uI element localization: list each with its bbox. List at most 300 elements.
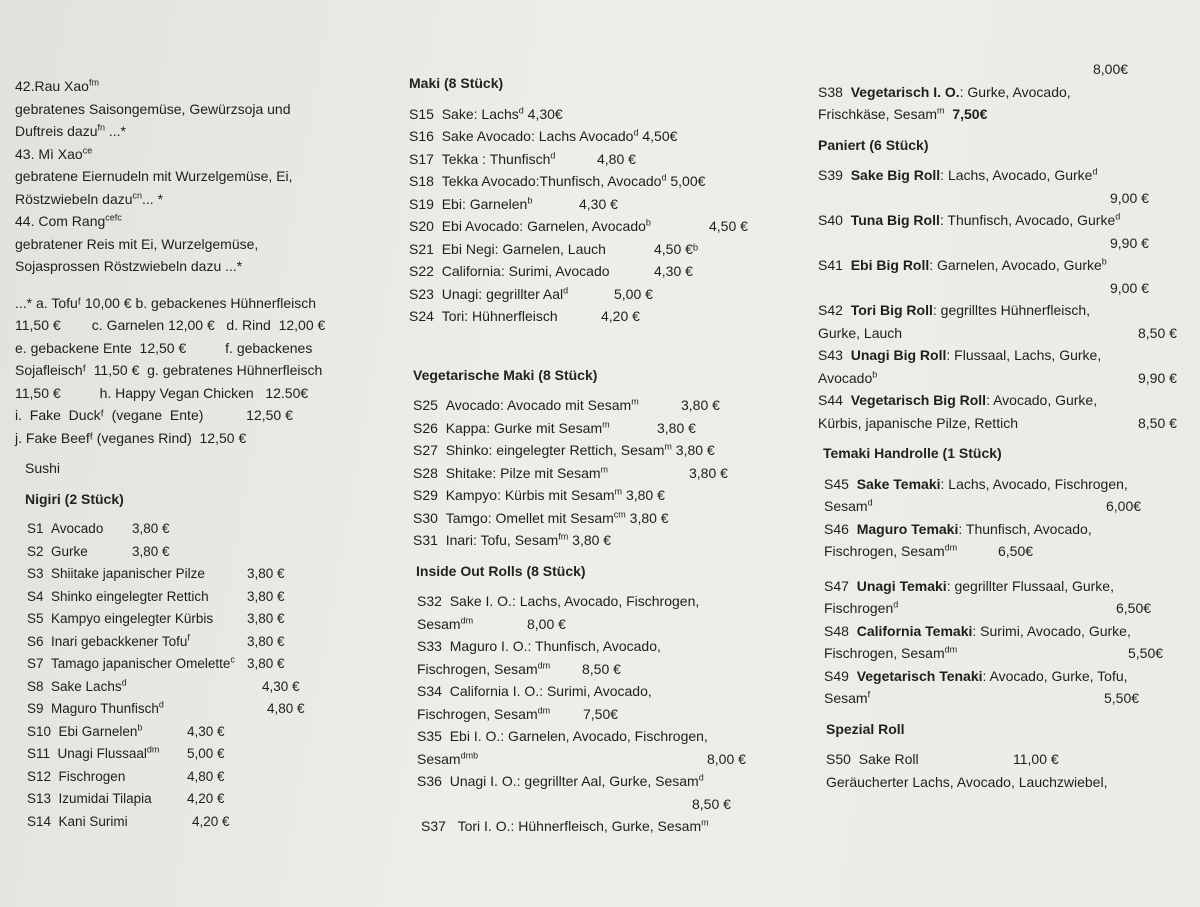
item-name: Tori I. O.	[457, 818, 511, 834]
menu-item-S39	[818, 164, 1188, 209]
item-code: S43	[818, 347, 843, 363]
item-code: S15	[409, 105, 434, 122]
item-code: S17	[409, 150, 434, 167]
dish-desc-tail: ...*	[105, 123, 127, 139]
item-name: Avocado	[51, 521, 104, 536]
item-price: 6,50€	[998, 543, 1034, 559]
item-desc: : Thunfisch, Avocado,	[958, 520, 1092, 537]
item-price: 8,00 €	[707, 750, 746, 767]
item-price: 7,50€	[583, 705, 619, 722]
dish-desc: gebratenes Saisongemüse, Gewürzsoja und	[15, 100, 291, 117]
vmaki-list	[409, 394, 779, 552]
menu-item-S25	[413, 394, 779, 417]
item-name: Izumidai Tilapia	[58, 791, 152, 806]
item-line	[818, 209, 1188, 232]
item-code: S22	[409, 263, 434, 279]
item-name: Unagi Temaki	[856, 577, 947, 594]
item-code: S24	[409, 308, 434, 324]
item-price: 4,20 €	[192, 813, 230, 829]
item-code: S48	[824, 622, 849, 639]
item-name: Sake	[441, 105, 474, 122]
item-name: Vegetarisch I. O.	[850, 83, 960, 100]
item-price: 3,80 €	[625, 487, 665, 503]
item-desc: : gegrillter Flussaal, Gurke,	[946, 577, 1114, 594]
item-name: Maguro Thunfisch	[51, 701, 159, 716]
item-line	[818, 232, 1188, 255]
item-code: S19	[409, 195, 434, 212]
item-code: S12	[27, 768, 52, 784]
item-desc: : Pilze mit Sesam	[492, 464, 601, 481]
menu-item-S50	[818, 748, 1188, 793]
item-code: S30	[413, 509, 438, 526]
menu-item-S49	[824, 665, 1188, 710]
item-code: S6	[27, 633, 44, 649]
allergen-sup: d	[518, 104, 524, 115]
item-desc: Geräucherter Lachs, Avocado, Lauchzwiebel,	[826, 773, 1108, 790]
item-code: S39	[818, 167, 843, 183]
menu-item-S47	[824, 575, 1188, 620]
nigiri-heading: Nigiri (2 Stück)	[25, 490, 124, 507]
item-name: Ebi Negi	[441, 240, 495, 257]
item-code: S36	[417, 773, 442, 789]
item-code: S32	[417, 593, 442, 609]
menu-item-S35	[417, 725, 779, 770]
menu-item-S40	[818, 209, 1188, 254]
item-price: 8,50 €	[1138, 414, 1177, 431]
dish-desc-tail: ... *	[142, 190, 164, 207]
menu-item-S4	[27, 586, 385, 609]
item-name: California Temaki	[856, 622, 973, 639]
menu-item-S37	[409, 815, 779, 838]
item-desc: : Gurke mit Sesam	[486, 419, 603, 436]
dish-desc: gebratene Eiernudeln mit Wurzelgemüse, Ei,	[15, 168, 293, 184]
item-code: S1	[27, 521, 44, 536]
item-line	[417, 793, 779, 816]
menu-item-S19	[409, 193, 779, 216]
item-price: 3,80 €	[657, 419, 696, 436]
item-name: Tekka Avocado	[441, 173, 536, 189]
item-desc: Sesam	[824, 498, 868, 514]
item-price: 9,90 €	[1110, 234, 1149, 251]
menu-item-S46	[824, 518, 1188, 575]
item-code: S4	[27, 588, 44, 604]
item-line	[824, 473, 1188, 496]
allergen-sup: d	[550, 149, 556, 160]
item-desc: : Lachs	[473, 105, 519, 122]
allergen-sup: m	[600, 463, 609, 474]
item-desc: : Surimi, Avocado, Gurke,	[972, 622, 1131, 639]
item-desc: Fischrogen, Sesam	[824, 645, 945, 661]
dish-desc: Sojasprossen Röstzwiebeln dazu ...*	[15, 258, 243, 274]
menu-item-S2	[27, 541, 385, 564]
allergen-sup: fm	[88, 77, 99, 88]
item-code: S41	[818, 257, 843, 273]
item-name: Unagi Big Roll	[850, 347, 947, 363]
allergen-sup: b	[527, 194, 533, 205]
item-code: S46	[824, 520, 849, 537]
item-name: Ebi Garnelen	[58, 723, 138, 739]
item-desc: Fischrogen, Sesam	[824, 543, 945, 559]
item-name: Vegetarisch Big Roll	[850, 392, 987, 408]
item-line	[818, 187, 1188, 210]
item-desc: : Lachs Avocado	[530, 128, 634, 144]
item-code: S47	[824, 577, 849, 594]
item-code: S20	[409, 218, 434, 234]
menu-item-S31	[413, 529, 779, 552]
item-desc: Gurke, Lauch	[818, 324, 903, 341]
option-line: ...* a. Tofuᶠ 10,00 € b. gebackenes Hühnerfleisch	[15, 294, 317, 311]
menu-item-S18	[409, 170, 779, 193]
menu-item-S15	[409, 103, 779, 126]
allergen-sup: d	[1092, 166, 1098, 177]
menu-item-S33	[417, 635, 779, 680]
item-name: Tori Big Roll	[850, 302, 933, 318]
item-price: 8,00€	[1093, 61, 1129, 77]
item-desc: : Tofu, Sesam	[472, 532, 559, 548]
item-code: S29	[413, 487, 438, 503]
item-code: S2	[27, 543, 44, 559]
item-name: Tamago japanischer Omelette	[51, 656, 231, 671]
item-name: Unagi	[441, 285, 479, 302]
item-line	[818, 322, 1188, 345]
allergen-sup: b	[645, 217, 651, 228]
menu-item-S20	[409, 215, 779, 238]
allergen-sup: b	[1101, 256, 1107, 267]
allergen-sup: d	[158, 699, 164, 710]
item-line	[818, 277, 1188, 300]
allergen-sup: d	[633, 127, 639, 138]
item-price: 3,80 €	[681, 397, 720, 413]
item-name: Maguro Temaki	[856, 520, 959, 537]
menu-item-S43	[818, 344, 1188, 389]
item-price: 4,50 €ᵇ	[654, 240, 699, 257]
item-name: Shinko	[445, 442, 489, 458]
item-price: 4,30 €	[262, 678, 300, 694]
item-code: S40	[818, 212, 843, 228]
item-name: Ebi I. O.	[449, 728, 501, 744]
item-name: Sake Roll	[858, 751, 919, 767]
allergen-sup: b	[872, 368, 878, 379]
item-price: 4,20 €	[187, 791, 225, 806]
item-line	[417, 725, 779, 748]
item-price: 4,80 €	[267, 701, 305, 716]
menu-item-S41	[818, 254, 1188, 299]
item-line	[417, 590, 779, 613]
allergen-sup: dm	[537, 659, 551, 670]
option-line: e. gebackene Ente 12,50 € f. gebackenes	[15, 339, 313, 356]
item-code: S23	[409, 285, 434, 302]
allergen-sup: cm	[613, 508, 626, 519]
item-name: Sake Lachs	[51, 678, 122, 694]
item-line	[818, 344, 1188, 367]
item-desc: : Gurke, Avocado,	[959, 83, 1071, 100]
item-name: Sake Temaki	[856, 475, 941, 492]
dish-desc: Röstzwiebeln dazu	[15, 190, 133, 207]
item-desc: Kürbis, japanische Pilze, Rettich	[818, 414, 1018, 431]
item-code: S18	[409, 173, 434, 189]
item-price: 4,80 €	[597, 150, 636, 167]
item-desc: : Lachs, Avocado, Fischrogen,	[940, 475, 1128, 492]
item-price: 3,80 €	[675, 442, 715, 458]
item-desc: : Avocado mit Sesam	[499, 397, 632, 413]
item-line	[417, 680, 779, 703]
item-price: 3,80 €	[132, 543, 170, 559]
item-code: S33	[417, 638, 442, 654]
item-name: California I. O.	[449, 683, 540, 699]
item-price: 11,00 €	[1013, 751, 1059, 767]
item-desc: Avocado	[818, 369, 873, 386]
menu-item-S28	[413, 462, 779, 485]
dish-title: 42.Rau Xao	[15, 78, 89, 94]
item-name: Kani Surimi	[58, 813, 128, 829]
inside-out-heading: Inside Out Rolls (8 Stück)	[416, 562, 586, 579]
item-name: Ebi Avocado	[441, 218, 520, 234]
item-name: Unagi Flussaal	[57, 746, 147, 761]
item-desc: Sesam	[417, 615, 461, 632]
allergen-sup: d	[121, 677, 127, 687]
dish-desc: Duftreis dazu	[15, 123, 98, 139]
item-line	[824, 642, 1188, 665]
item-desc: : gegrilltes Hühnerfleisch,	[932, 302, 1091, 318]
item-price: 4,30€	[527, 105, 563, 122]
item-desc: : Thunfisch, Avocado, Gurke	[939, 212, 1116, 228]
item-line	[818, 254, 1188, 277]
topping-options	[15, 292, 385, 450]
item-code: S38	[818, 83, 843, 100]
dish-42	[15, 75, 385, 143]
allergen-sup: cn	[132, 189, 143, 200]
item-price: 8,00 €	[527, 615, 566, 632]
item-code: S35	[417, 728, 442, 744]
item-line	[417, 658, 779, 681]
option-line: Sojafleischᶠ 11,50 € g. gebratenes Hühnerfleisch	[15, 362, 323, 378]
allergen-sup: dm	[537, 704, 551, 715]
item-code: S16	[409, 128, 434, 144]
item-name: Avocado	[445, 397, 500, 413]
item-name: Inari gebackkener Tofu	[51, 633, 188, 649]
item-line	[824, 518, 1188, 541]
menu-item-S7	[27, 653, 385, 676]
item-name: Kampyo eingelegter Kürbis	[51, 611, 214, 626]
item-code: S3	[27, 566, 44, 581]
item-price: 4,30 €	[654, 263, 693, 279]
item-name: Sake Big Roll	[850, 167, 941, 183]
item-line	[824, 495, 1188, 518]
menu-item-S8	[27, 676, 385, 699]
item-price: 7,50€	[952, 106, 988, 122]
item-name: Sake Avocado	[441, 128, 531, 144]
item-name: Shitake	[445, 464, 493, 481]
allergen-sup: m	[631, 396, 639, 407]
menu-item-S9	[27, 698, 385, 721]
item-price: 3,80 €	[572, 532, 612, 548]
item-name: Shiitake japanischer Pilze	[51, 566, 205, 581]
option-line: j. Fake Beefᶠ (veganes Rind) 12,50 €	[15, 429, 247, 446]
temaki-list	[818, 473, 1188, 710]
menu-item-S22	[409, 260, 779, 283]
menu-item-S45	[824, 473, 1188, 518]
menu-item-S12	[27, 766, 385, 789]
allergen-sup: d	[867, 497, 873, 508]
allergen-sup: dm	[944, 644, 958, 655]
item-line	[818, 389, 1188, 412]
item-price: 3,80 €	[247, 611, 285, 626]
menu-item-S42	[818, 299, 1188, 344]
item-desc: : Hühnerfleisch	[464, 308, 558, 324]
item-line	[417, 613, 779, 636]
item-price: 3,80 €	[247, 633, 285, 649]
item-desc: : Garnelen, Avocado, Gurke	[929, 257, 1102, 273]
allergen-sup: d	[698, 772, 704, 783]
item-code: S45	[824, 475, 849, 492]
item-price: 4,30 €	[187, 723, 225, 739]
item-price: 3,80 €	[629, 509, 669, 526]
item-code: S44	[818, 392, 843, 408]
menu-item-S10	[27, 721, 385, 744]
item-price: 9,00 €	[1110, 189, 1149, 206]
menu-column-2	[409, 72, 779, 838]
temaki-heading: Temaki Handrolle (1 Stück)	[823, 445, 1002, 461]
item-code: S27	[413, 442, 438, 458]
item-price: 5,50€	[1128, 645, 1164, 661]
allergen-sup: d	[1115, 211, 1121, 222]
item-price: 9,00 €	[1110, 279, 1149, 296]
item-price: 6,00€	[1106, 498, 1142, 514]
allergen-sup: dm	[146, 744, 160, 755]
inside-out-list	[409, 590, 779, 815]
item-desc: : Garnelen	[461, 195, 528, 212]
item-line	[417, 770, 779, 793]
allergen-sup: d	[563, 284, 569, 295]
item-price: 6,50€	[1116, 600, 1152, 616]
dish-title: 44. Com Rang	[15, 213, 106, 229]
item-name: Fischrogen	[58, 768, 126, 784]
item-line	[824, 687, 1188, 710]
item-price: 5,00€	[670, 173, 706, 189]
item-line	[824, 540, 1188, 563]
item-name: Shinko eingelegter Rettich	[51, 588, 209, 604]
allergen-sup: fm	[558, 531, 569, 542]
item-desc: Sesam	[417, 750, 461, 767]
item-desc: : Omellet mit Sesam	[487, 509, 614, 526]
maki-heading: Maki (8 Stück)	[409, 75, 504, 91]
allergen-sup: m	[614, 486, 623, 497]
item-desc: : Garnelen, Avocado	[519, 218, 646, 234]
item-name: Kampyo	[445, 487, 498, 503]
allergen-sup: c	[230, 654, 235, 665]
item-desc: Fischrogen, Sesam	[417, 705, 538, 722]
item-line	[824, 620, 1188, 643]
item-code: S49	[824, 667, 849, 684]
item-price: 3,80 €	[132, 521, 170, 536]
item-line	[824, 665, 1188, 688]
option-line: 11,50 € h. Happy Vegan Chicken 12.50€	[15, 384, 309, 401]
item-desc: : Hühnerfleisch, Gurke, Sesam	[510, 818, 702, 834]
allergen-sup: fn	[97, 122, 105, 133]
item-name: Tori	[441, 308, 465, 324]
item-price: 4,50€	[642, 128, 678, 144]
item-name: California	[441, 263, 501, 279]
maki-list	[409, 103, 779, 328]
item-desc: : Garnelen, Avocado, Fischrogen,	[500, 728, 708, 744]
allergen-sup: d	[893, 599, 899, 610]
allergen-sup: dmb	[460, 749, 479, 760]
item-code: S34	[417, 683, 442, 699]
item-price: 5,00 €	[614, 285, 653, 302]
allergen-sup: cefc	[105, 212, 122, 223]
item-name: Ebi	[441, 195, 462, 212]
item-price: 3,80 €	[247, 588, 285, 604]
menu-item-S34	[417, 680, 779, 725]
item-desc: : Kürbis mit Sesam	[497, 487, 615, 503]
allergen-sup: m	[937, 105, 945, 116]
allergen-sup: d	[661, 172, 667, 183]
spezial-heading: Spezial Roll	[826, 720, 905, 737]
item-desc: Frischkäse, Sesam	[818, 106, 938, 122]
menu-item-S17	[409, 148, 779, 171]
item-price: 3,80 €	[247, 566, 285, 581]
allergen-sup: m	[701, 817, 709, 828]
item-desc: : gegrillter Aal, Gurke, Sesam	[516, 773, 699, 789]
item-name: Vegetarisch Tenaki	[856, 667, 983, 684]
dish-44	[15, 210, 385, 278]
item-name: Gurke	[51, 543, 88, 559]
item-desc: : gegrillter Aal	[478, 285, 564, 302]
item-desc: : Thunfisch, Avocado,	[527, 638, 661, 654]
menu-item-S27	[413, 439, 779, 462]
item-line	[818, 299, 1188, 322]
item-line	[824, 575, 1188, 598]
item-name: Tamgo	[445, 509, 488, 526]
item-code: S26	[413, 419, 438, 436]
allergen-sup: ce	[82, 144, 93, 155]
item-code: S42	[818, 302, 843, 318]
menu-item-S48	[824, 620, 1188, 665]
item-code: S13	[27, 791, 52, 806]
option-line: i. Fake Duckᶠ (vegane Ente) 12,50 €	[15, 407, 293, 423]
menu-item-S14	[27, 811, 385, 834]
item-desc: : Garnelen, Lauch	[494, 240, 606, 257]
nigiri-list	[15, 518, 385, 833]
menu-item-S6	[27, 631, 385, 654]
dish-desc: gebratener Reis mit Ei, Wurzelgemüse,	[15, 235, 259, 252]
menu-item-S30	[413, 507, 779, 530]
item-price: 8,50 €	[582, 660, 621, 677]
item-code: S21	[409, 240, 434, 257]
allergen-sup: b	[137, 722, 143, 732]
item-line	[417, 703, 779, 726]
menu-item-S3	[27, 563, 385, 586]
item-code: S31	[413, 532, 438, 548]
item-code: S7	[27, 656, 44, 671]
menu-column-3	[818, 58, 1188, 793]
item-price: 3,80 €	[247, 656, 285, 671]
item-desc: : Lachs, Avocado, Gurke	[940, 167, 1093, 183]
item-desc: : eingelegter Rettich, Sesam	[488, 442, 665, 458]
item-name: Tuna Big Roll	[850, 212, 940, 228]
item-desc: : Surimi, Avocado	[500, 263, 610, 279]
item-desc: : Surimi, Avocado,	[539, 683, 652, 699]
allergen-sup: m	[664, 441, 672, 452]
menu-item-S29	[413, 484, 779, 507]
dish-title: 43. Mì Xao	[15, 145, 83, 162]
item-code: S37	[421, 818, 446, 834]
allergen-sup: f	[187, 632, 190, 642]
item-code: S50	[826, 751, 851, 767]
item-price: 4,20 €	[601, 308, 640, 324]
item-code: S5	[27, 611, 44, 626]
item-price: 5,50€	[1104, 690, 1140, 706]
